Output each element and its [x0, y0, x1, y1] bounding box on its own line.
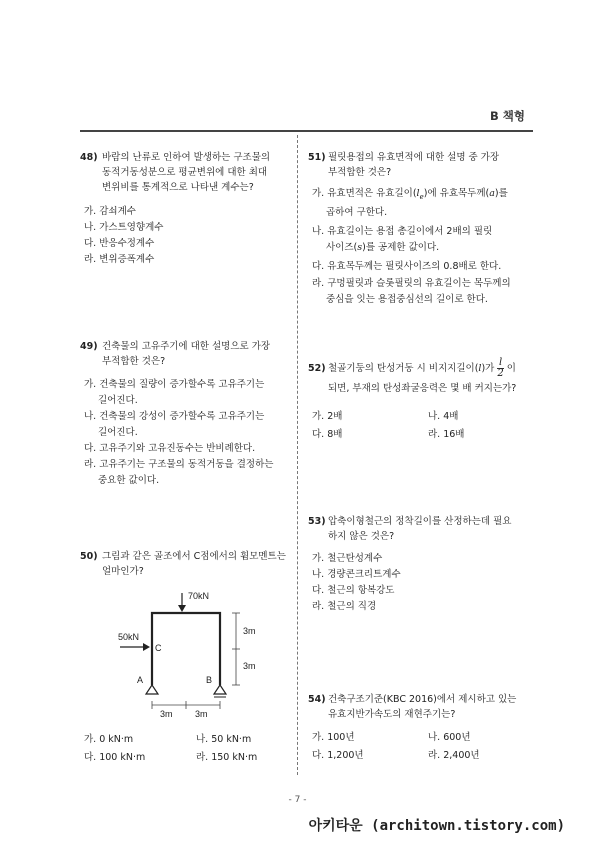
frame-figure: [110, 585, 270, 725]
options-51: [312, 186, 534, 308]
option[interactable]: 라. 16배: [428, 429, 465, 440]
question-text-part: 이: [506, 363, 516, 374]
option[interactable]: 다. 100 kN·m: [84, 752, 146, 763]
question-50: [80, 549, 295, 579]
side-load-arrowhead: [143, 643, 150, 651]
question-53: [308, 514, 533, 544]
question-text-line: 그림과 같은 골조에서 C점에서의 휨모멘트는: [102, 551, 286, 562]
option[interactable]: 가. 감쇠계수: [84, 206, 136, 217]
option[interactable]: 라. 철근의 직경: [312, 601, 377, 612]
dim-label-upper: 3m: [243, 626, 256, 636]
top-load-label: 70kN: [188, 591, 210, 601]
options-50: [84, 732, 294, 766]
option[interactable]: 라. 구멍필릿과 슬롯필릿의 유효길이는 목두께의 중심을 잇는 용접중심선의 길이로 한다.: [312, 277, 511, 305]
option[interactable]: 나. 50 kN·m: [196, 734, 252, 745]
option[interactable]: 다. 1,200년: [312, 750, 364, 761]
option[interactable]: 가. 유효면적은 유효길이$(l_e)$에 유효목두께(a)를 곱하여 구한다.: [312, 188, 508, 218]
question-text-part: 철골기둥의 탄성거동 시 비지지길이(: [328, 363, 479, 374]
question-text-part: )가: [481, 363, 495, 374]
options-52: [312, 409, 532, 443]
question-49: [80, 339, 295, 369]
option[interactable]: 가. 100년: [312, 732, 355, 743]
question-text-line: 건축물의 고유주기에 대한 설명으로 가장: [102, 341, 271, 352]
question-text-line: 하지 않은 것은?: [328, 531, 395, 542]
question-text-line: 동적거동성분으로 평균변위에 대한 최대: [102, 167, 268, 178]
question-52: [308, 358, 558, 396]
question-number: 53): [308, 516, 326, 527]
dim-label-right: 3m: [195, 709, 208, 719]
option[interactable]: 다. 철근의 항복강도: [312, 585, 395, 596]
question-51: [308, 150, 530, 180]
question-number: 48): [80, 152, 98, 163]
question-number: 49): [80, 341, 98, 352]
option[interactable]: 가. 2배: [312, 411, 343, 422]
point-c-label: C: [155, 643, 162, 653]
booklet-type-label: B 책형: [490, 109, 525, 123]
question-text-line: 유효지반가속도의 재현주기는?: [328, 709, 456, 720]
point-a-label: A: [137, 675, 144, 685]
question-number: 51): [308, 152, 326, 163]
option[interactable]: 라. 150 kN·m: [196, 752, 258, 763]
option[interactable]: 다. 반응수정계수: [84, 238, 155, 249]
options-54: [312, 730, 532, 764]
variable-l: l: [478, 363, 482, 374]
dim-label-left: 3m: [160, 709, 173, 719]
option[interactable]: 라. 변위증폭계수: [84, 254, 155, 265]
dim-label-lower: 3m: [243, 661, 256, 671]
side-load-label: 50kN: [118, 632, 140, 642]
fraction-l-over-2: $\frac{l}{2}$: [497, 357, 504, 379]
option[interactable]: 나. 4배: [428, 411, 459, 422]
option[interactable]: 나. 유효길이는 용접 총길이에서 2배의 필릿 사이즈(s)를 공제한 값이다.: [312, 225, 493, 253]
question-text-line: 되면, 부재의 탄성좌굴응력은 몇 배 커지는가?: [328, 383, 517, 394]
question-number: 50): [80, 551, 98, 562]
top-load-arrowhead: [178, 605, 186, 612]
question-text-line: 건축구조기준(KBC 2016)에서 제시하고 있는: [328, 694, 517, 705]
page-number: - 7 -: [288, 795, 307, 805]
question-text-line: 필릿용접의 유효면적에 대한 설명 중 가장: [328, 152, 500, 163]
header-rule: [80, 130, 533, 132]
question-text-line: 바람의 난류로 인하여 발생하는 구조물의: [102, 152, 271, 163]
options-49: [84, 377, 298, 489]
question-text-line: 변위비를 통계적으로 나타낸 계수는?: [102, 182, 254, 193]
option[interactable]: 가. 0 kN·m: [84, 734, 134, 745]
option[interactable]: 다. 8배: [312, 429, 343, 440]
option[interactable]: 나. 경량콘크리트계수: [312, 569, 401, 580]
question-54: [308, 692, 533, 722]
options-48: [84, 204, 163, 268]
option[interactable]: 나. 600년: [428, 732, 471, 743]
option[interactable]: 가. 건축물의 질량이 증가할수록 고유주기는 길어진다.: [84, 379, 265, 406]
question-text-line: 부적합한 것은?: [328, 167, 392, 178]
question-number: 52): [308, 363, 326, 374]
point-b-label: B: [206, 675, 213, 685]
question-text-line: 압축이형철근의 정착길이를 산정하는데 필요: [328, 516, 512, 527]
option[interactable]: 다. 유효목두께는 필릿사이즈의 0.8배로 한다.: [312, 260, 502, 272]
pin-support-a: [146, 685, 158, 694]
question-48: [80, 150, 295, 195]
option[interactable]: 나. 가스트영향계수: [84, 222, 164, 233]
option[interactable]: 라. 고유주기는 구조물의 동적거동을 결정하는 중요한 값이다.: [84, 459, 274, 486]
roller-support-b: [214, 685, 226, 694]
option[interactable]: 다. 고유주기와 고유진동수는 반비례한다.: [84, 443, 256, 454]
option[interactable]: 라. 2,400년: [428, 750, 480, 761]
question-number: 54): [308, 694, 326, 705]
question-text-line: 얼마인가?: [102, 566, 144, 577]
option[interactable]: 가. 철근탄성계수: [312, 553, 383, 564]
question-text-line: 부적합한 것은?: [102, 356, 166, 367]
option[interactable]: 나. 건축물의 강성이 증가할수록 고유주기는 길어진다.: [84, 411, 265, 438]
brand-watermark: 아키타운 (architown.tistory.com): [308, 818, 565, 834]
options-53: [312, 551, 401, 615]
